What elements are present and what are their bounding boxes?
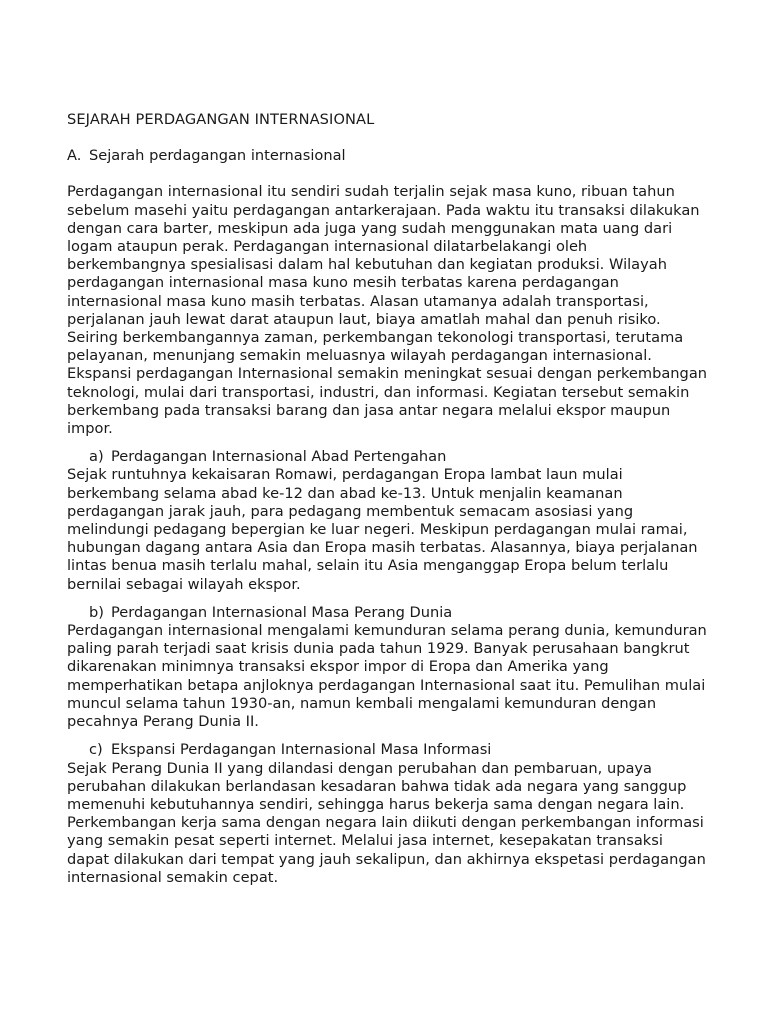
section-heading-text: Sejarah perdagangan internasional: [89, 147, 346, 165]
subsection-a-marker: a): [89, 448, 104, 466]
subsection-c-marker: c): [89, 741, 103, 759]
subsection-c: [67, 741, 707, 887]
subsection-a: [67, 448, 707, 594]
subsection-c-heading: [67, 741, 707, 759]
section-marker: A.: [67, 147, 82, 165]
intro-paragraph: Perdagangan internasional itu sendiri sudah terjalin sejak masa kuno, ribuan tahun sebelum masehi yaitu perdagangan antarkerajaan. Pada waktu itu transaksi dilakukan dengan cara barter, meskipun ada juga yang sudah menggunakan mata uang dari logam ataupun perak. Perdagangan internasional dilatarbelakangi oleh berkembangnya spesialisasi dalam hal kebutuhan dan kegiatan produksi. Wilayah perdagangan internasional masa kuno mesih terbatas karena perdagangan internasional masa kuno masih terbatas. Alasan utamanya adalah transportasi, perjalanan jauh lewat darat ataupun laut, biaya amatlah mahal dan penuh risiko. Seiring berkembangannya zaman, perkembangan tekonologi transportasi, terutama pelayanan, menunjang semakin meluasnya wilayah perdagangan internasional. Ekspansi perdagangan Internasional semakin meningkat sesuai dengan perkembangan teknologi, mulai dari transportasi, industri, dan informasi. Kegiatan tersebut semakin berkembang pada transaksi barang dan jasa antar negara melalui ekspor maupun impor.: [67, 183, 708, 438]
subsection-c-heading-text: Ekspansi Perdagangan Internasional Masa Informasi: [111, 741, 492, 759]
subsection-c-body: Sejak Perang Dunia II yang dilandasi dengan perubahan dan pembaruan, upaya perubahan dilakukan berlandasan kesadaran bahwa tidak ada negara yang sanggup memenuhi kebutuhannya sendiri, sehingga harus bekerja sama dengan negara lain. Perkembangan kerja sama dengan negara lain diikuti dengan perkembangan informasi yang semakin pesat seperti internet. Melalui jasa internet, kesepakatan transaksi dapat dilakukan dari tempat yang jauh sekalipun, dan akhirnya ekspetasi perdagangan internasional semakin cepat.: [67, 759, 706, 886]
subsection-b-heading-text: Perdagangan Internasional Masa Perang Dunia: [111, 603, 453, 621]
subsection-a-body: Sejak runtuhnya kekaisaran Romawi, perdagangan Eropa lambat laun mulai berkembang selama abad ke-12 dan abad ke-13. Untuk menjalin keamanan perdagangan jarak jauh, para pedagang membentuk semacam asosiasi yang melindungi pedagang bepergian ke luar negeri. Meskipun perdagangan mulai ramai, hubungan dagang antara Asia dan Eropa masih terbatas. Alasannya, biaya perjalanan lintas benua masih terlalu mahal, selain itu Asia menganggap Eropa belum terlalu bernilai sebagai wilayah ekspor.: [67, 466, 698, 593]
subsection-b-heading: [67, 604, 707, 622]
document-content: [67, 111, 707, 897]
document-title: SEJARAH PERDAGANGAN INTERNASIONAL: [67, 111, 375, 128]
subsection-a-heading: [67, 448, 707, 466]
subsection-b-marker: b): [89, 603, 104, 621]
section-heading: [67, 147, 707, 165]
subsection-a-heading-text: Perdagangan Internasional Abad Pertengahan: [111, 448, 447, 466]
subsection-b-body: Perdagangan internasional mengalami kemunduran selama perang dunia, kemunduran paling parah terjadi saat krisis dunia pada tahun 1929. Banyak perusahaan bangkrut dikarenakan minimnya transaksi ekspor impor di Eropa dan Amerika yang memperhatikan betapa anjloknya perdagangan Internasional saat itu. Pemulihan mulai muncul selama tahun 1930-an, namun kembali mengalami kemunduran dengan pecahnya Perang Dunia II.: [67, 622, 707, 731]
subsection-b: [67, 604, 707, 731]
